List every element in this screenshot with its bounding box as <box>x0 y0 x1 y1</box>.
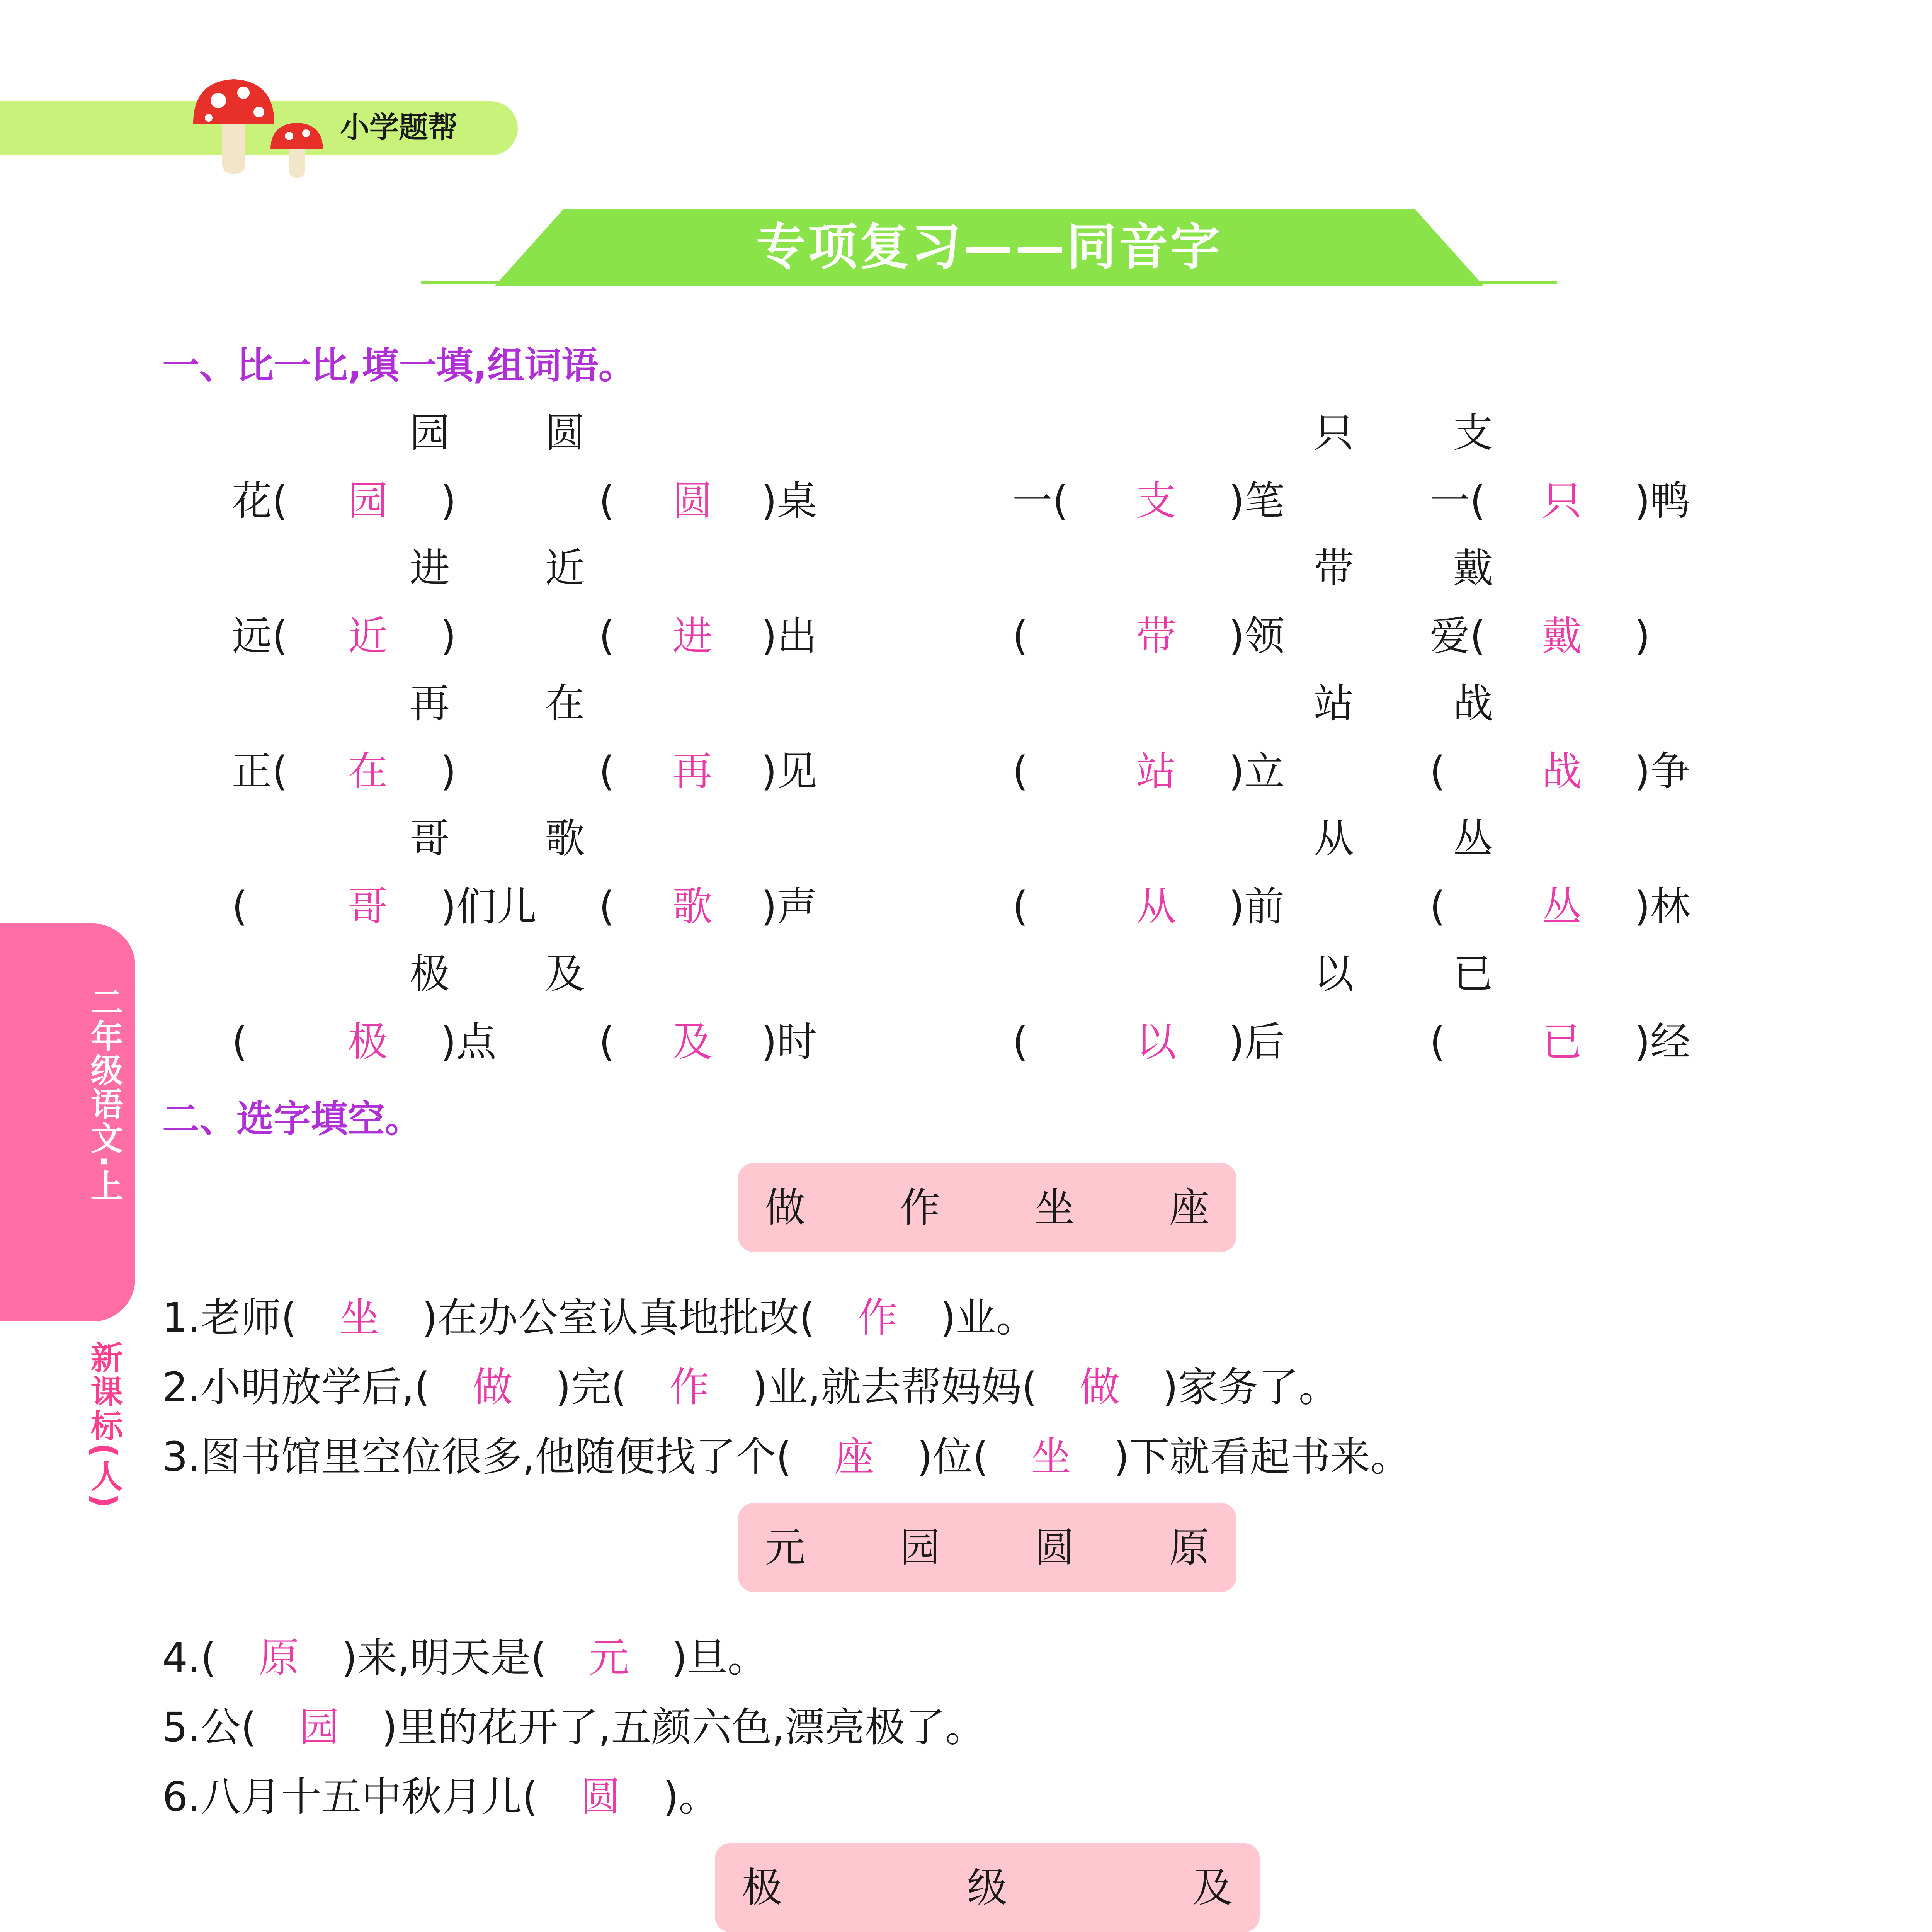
blank-suffix: ) <box>440 612 456 660</box>
blank-suffix: )前 <box>1229 883 1285 930</box>
blank-prefix: 爱( <box>1430 612 1486 660</box>
question-text: )家务了。 <box>1162 1364 1339 1411</box>
question-text: 2.小明放学后,( <box>162 1364 430 1411</box>
pair-char: 极 <box>410 950 450 997</box>
question-text: )业,就去帮妈妈( <box>752 1364 1037 1411</box>
pair-char: 圆 <box>545 409 585 456</box>
blank-prefix: ( <box>1012 1018 1028 1065</box>
answer-char: 站 <box>1136 748 1177 795</box>
question-text: )业。 <box>940 1294 1036 1341</box>
blank-suffix: )时 <box>761 1018 817 1065</box>
question-item <box>162 1774 719 1820</box>
answer-char: 坐 <box>1031 1433 1071 1480</box>
question-text: )里的花开了,五颜六色,漂亮极了。 <box>381 1704 986 1751</box>
blank-prefix: 远( <box>232 612 288 660</box>
pair-char: 带 <box>1314 544 1354 592</box>
blank-suffix: ) <box>440 477 456 524</box>
answer-char: 从 <box>1136 883 1177 930</box>
pair-char: 近 <box>545 544 585 592</box>
blank-suffix: )鸭 <box>1634 477 1690 524</box>
answer-char: 歌 <box>672 883 713 930</box>
blank-prefix: ( <box>599 748 615 795</box>
question-item <box>162 1294 1036 1341</box>
blank-prefix: ( <box>599 477 615 524</box>
blank-prefix: ( <box>232 1018 248 1065</box>
answer-char: 已 <box>1542 1018 1582 1065</box>
answer-char: 支 <box>1136 477 1177 524</box>
blank-suffix: )声 <box>761 883 817 930</box>
page-title: 专项复习——同音字 <box>756 218 1222 276</box>
blank-prefix: 一( <box>1430 477 1486 524</box>
answer-char: 原 <box>259 1634 299 1681</box>
answer-char: 带 <box>1136 612 1177 660</box>
answer-char: 元 <box>589 1634 629 1681</box>
question-text: 1.老师( <box>162 1294 297 1341</box>
answer-char: 戴 <box>1542 612 1582 660</box>
question-item <box>162 1704 986 1750</box>
grade-label: 二年级语文·上 <box>85 985 123 1203</box>
choice-char: 及 <box>1192 1864 1233 1911</box>
answer-char: 在 <box>348 748 388 795</box>
answer-char: 作 <box>669 1364 710 1411</box>
question-item <box>162 1634 768 1681</box>
question-text: )位( <box>917 1433 989 1480</box>
blank-prefix: 花( <box>232 477 288 524</box>
blank-prefix: ( <box>232 883 248 930</box>
answer-char: 战 <box>1542 748 1582 795</box>
answer-char: 只 <box>1542 477 1582 524</box>
pair-char: 戴 <box>1453 544 1493 592</box>
choice-char: 级 <box>967 1864 1008 1911</box>
choice-char: 座 <box>1169 1184 1210 1231</box>
answer-char: 进 <box>672 612 713 660</box>
blank-prefix: 正( <box>232 748 288 795</box>
question-text: )。 <box>663 1773 719 1820</box>
answer-char: 哥 <box>348 883 388 930</box>
answer-char: 园 <box>348 477 388 524</box>
blank-suffix: )见 <box>761 748 817 795</box>
question-text: 5.公( <box>162 1704 257 1751</box>
pair-char: 丛 <box>1453 815 1493 862</box>
brand-name: 小学题帮 <box>340 110 457 145</box>
edition-label: 新课标(人) <box>85 1341 123 1510</box>
section2-heading: 二、选字填空。 <box>162 1097 422 1141</box>
blank-suffix: )后 <box>1229 1018 1285 1065</box>
blank-prefix: ( <box>1430 883 1446 930</box>
blank-suffix: )笔 <box>1229 477 1285 524</box>
question-text: 4.( <box>162 1634 216 1681</box>
answer-char: 座 <box>834 1433 874 1480</box>
pair-char: 战 <box>1453 680 1493 727</box>
blank-prefix: ( <box>599 883 615 930</box>
answer-char: 近 <box>348 612 388 660</box>
choice-char: 作 <box>900 1184 940 1231</box>
choice-char: 原 <box>1169 1524 1210 1571</box>
question-text: 3.图书馆里空位很多,他随便找了个( <box>162 1433 792 1480</box>
pair-char: 哥 <box>410 815 450 862</box>
pair-char: 支 <box>1453 409 1493 456</box>
blank-prefix: ( <box>599 1018 615 1065</box>
blank-suffix: )立 <box>1229 748 1285 795</box>
blank-prefix: ( <box>1430 748 1446 795</box>
blank-suffix: )领 <box>1229 612 1285 660</box>
answer-char: 极 <box>348 1018 388 1065</box>
blank-suffix: )们儿 <box>440 883 537 930</box>
blank-suffix: ) <box>440 748 456 795</box>
answer-char: 圆 <box>580 1773 621 1820</box>
answer-char: 坐 <box>339 1294 379 1341</box>
pair-char: 以 <box>1314 950 1354 997</box>
question-text: )旦。 <box>672 1634 768 1681</box>
blank-suffix: )争 <box>1634 748 1690 795</box>
question-item <box>162 1434 1411 1480</box>
question-text: )完( <box>555 1364 627 1411</box>
section1-heading: 一、比一比,填一填,组词语。 <box>162 344 636 387</box>
blank-prefix: ( <box>1430 1018 1446 1065</box>
answer-char: 圆 <box>672 477 713 524</box>
choice-char: 极 <box>742 1864 782 1911</box>
pair-char: 从 <box>1314 815 1354 862</box>
pair-char: 进 <box>410 544 450 592</box>
mushroom-icon <box>185 66 340 182</box>
pair-char: 园 <box>410 409 450 456</box>
answer-char: 园 <box>299 1704 339 1751</box>
blank-suffix: )林 <box>1634 883 1690 930</box>
char-choices-box <box>738 1163 1236 1252</box>
pair-char: 再 <box>410 680 450 727</box>
pair-char: 站 <box>1314 680 1354 727</box>
answer-char: 做 <box>1080 1364 1120 1411</box>
choice-char: 圆 <box>1034 1524 1075 1571</box>
pair-char: 只 <box>1314 409 1354 456</box>
blank-prefix: ( <box>1012 612 1028 660</box>
pair-char: 已 <box>1453 950 1493 997</box>
answer-char: 以 <box>1136 1018 1177 1065</box>
answer-char: 作 <box>857 1294 898 1341</box>
choice-char: 坐 <box>1034 1184 1075 1231</box>
choice-char: 园 <box>900 1524 940 1571</box>
choice-char: 做 <box>765 1184 806 1231</box>
blank-prefix: ( <box>1012 748 1028 795</box>
answer-char: 做 <box>472 1364 513 1411</box>
blank-suffix: )出 <box>761 612 817 660</box>
pair-char: 在 <box>545 680 585 727</box>
question-item <box>162 1364 1339 1410</box>
choice-char: 元 <box>765 1524 806 1571</box>
question-text: )下就看起书来。 <box>1114 1433 1411 1480</box>
blank-suffix: ) <box>1634 612 1650 660</box>
answer-char: 再 <box>672 748 713 795</box>
blank-suffix: )经 <box>1634 1018 1690 1065</box>
question-text: 6.八月十五中秋月儿( <box>162 1773 538 1820</box>
blank-prefix: ( <box>599 612 615 660</box>
blank-prefix: ( <box>1012 883 1028 930</box>
pair-char: 及 <box>545 950 585 997</box>
blank-suffix: )点 <box>440 1018 497 1065</box>
question-text: )来,明天是( <box>341 1634 547 1681</box>
blank-suffix: )桌 <box>761 477 817 524</box>
answer-char: 丛 <box>1542 883 1582 930</box>
char-choices-box <box>738 1503 1236 1592</box>
question-text: )在办公室认真地批改( <box>422 1294 815 1341</box>
blank-prefix: 一( <box>1012 477 1068 524</box>
answer-char: 及 <box>672 1018 713 1065</box>
char-choices-box <box>715 1843 1260 1932</box>
pair-char: 歌 <box>545 815 585 862</box>
